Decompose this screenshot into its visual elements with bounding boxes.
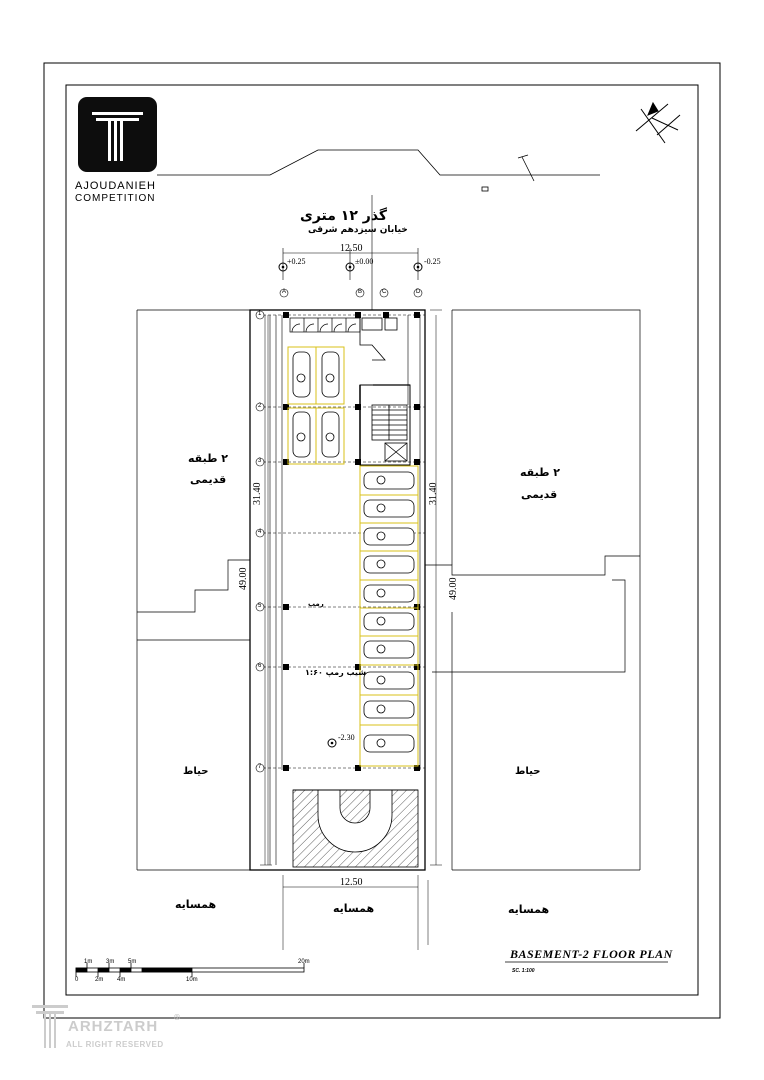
scale-label-2m: 2m <box>95 977 104 983</box>
dimension-left-length: 49.00 <box>238 567 249 590</box>
brand-name: AJOUDANIEH <box>75 180 156 192</box>
dimension-bottom-width: 12.50 <box>340 877 363 888</box>
axis-row-4: 4 <box>258 529 262 535</box>
scale-bar <box>76 963 304 977</box>
scale-label-0: 0 <box>75 977 79 983</box>
watermark-registered: ® <box>173 1013 181 1022</box>
neighbor-right-old: قدیمی <box>521 488 558 501</box>
neighbor-left-floors: ۲ طبقه <box>188 452 228 465</box>
axis-column-d: D <box>416 289 421 295</box>
axis-row-5: 5 <box>258 603 262 609</box>
axis-column-b: B <box>358 289 363 295</box>
dimension-right-length: 49.00 <box>448 577 459 600</box>
axis-column-c: C <box>382 289 387 295</box>
street-outline <box>157 150 600 191</box>
neighbor-bottom-right: همسایه <box>508 903 550 916</box>
level-right: -0.25 <box>424 257 441 266</box>
plan-scale: SC. 1:100 <box>512 968 535 974</box>
plan-title: BASEMENT-2 FLOOR PLAN <box>510 947 673 961</box>
yard-right-label: حیاط <box>515 766 541 777</box>
scale-label-3m: 3m <box>106 959 115 965</box>
neighbor-right-floors: ۲ طبقه <box>520 466 560 479</box>
logo-mark <box>78 97 157 172</box>
ramp-slope-label: شیب رمپ ۱:۶۰ <box>305 668 367 677</box>
scale-label-5m: 5m <box>128 959 137 965</box>
level-ramp: -2.30 <box>338 733 355 742</box>
ramp-label: رمپ <box>308 600 324 608</box>
dimension-left-partial: 31.40 <box>252 482 263 505</box>
level-center: ±0.00 <box>355 257 374 266</box>
watermark-logo-icon <box>32 1005 68 1048</box>
stair-core <box>360 318 410 465</box>
axis-row-2: 2 <box>258 403 262 409</box>
street-subname: خیابان سیزدهم شرقی <box>308 225 408 235</box>
north-arrow-icon <box>636 100 682 144</box>
neighbor-left-old: قدیمی <box>190 473 227 486</box>
axis-row-7: 7 <box>258 764 262 770</box>
storage-units <box>290 318 360 332</box>
cars-right <box>364 472 414 752</box>
watermark-name: ARHZTARH <box>68 1018 159 1035</box>
dimension-right-partial: 31.40 <box>428 482 439 505</box>
yard-left-label: حیاط <box>183 766 209 777</box>
axis-row-6: 6 <box>258 663 262 669</box>
scale-label-10m: 10m <box>186 977 198 983</box>
axis-column-a: A <box>282 289 287 295</box>
scale-label-1m: 1m <box>84 959 93 965</box>
street-name: گذر ۱۲ متری <box>300 208 388 224</box>
neighbor-bottom-left: همسایه <box>175 898 217 911</box>
helical-ramp <box>293 790 418 867</box>
axis-row-1: 1 <box>258 311 262 317</box>
level-marker-ramp <box>328 739 336 747</box>
axis-row-3: 3 <box>258 458 262 464</box>
neighbor-bottom-center: همسایه <box>333 902 375 915</box>
dimension-top-width: 12.50 <box>340 243 363 254</box>
scale-label-4m: 4m <box>117 977 126 983</box>
scale-label-20m: 20m <box>298 959 310 965</box>
watermark-rights: ALL RIGHT RESERVED <box>66 1040 164 1049</box>
level-left: +0.25 <box>287 257 306 266</box>
brand-subtitle: COMPETITION <box>75 193 156 204</box>
